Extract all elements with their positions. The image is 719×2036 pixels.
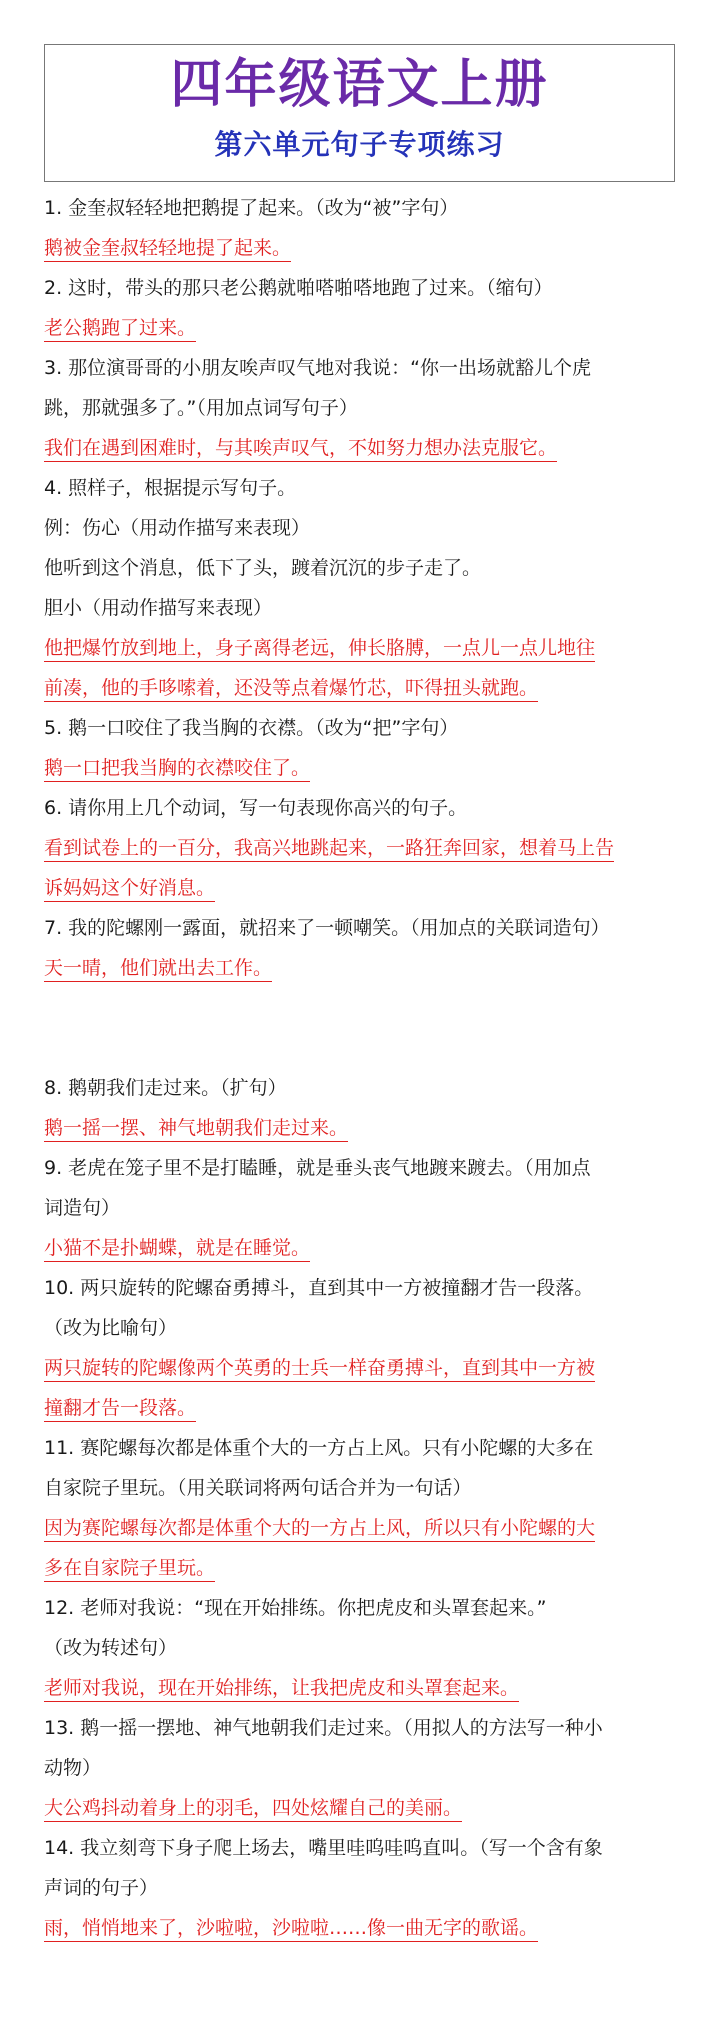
question-11-cont: 自家院子里玩。（用关联词将两句话合并为一句话） xyxy=(44,1477,472,1499)
question-4: 4. 照样子，根据提示写句子。 xyxy=(44,477,297,499)
answer-10-cont: 撞翻才告一段落。 xyxy=(44,1388,684,1428)
question-1: 1. 金奎叔轻轻地把鹅提了起来。（改为“被”字句） xyxy=(44,197,459,219)
answer-9: 小猫不是扑蝴蝶，就是在睡觉。 xyxy=(44,1228,684,1268)
question-4-example-sentence: 他听到这个消息，低下了头，踱着沉沉的步子走了。 xyxy=(44,557,482,579)
question-9-cont: 词造句） xyxy=(44,1197,121,1219)
page-title: 四年级语文上册 xyxy=(170,54,549,115)
question-3: 3. 那位演哥哥的小朋友唉声叹气地对我说：“你一出场就豁儿个虎 xyxy=(44,357,592,379)
title-box xyxy=(44,44,675,182)
answer-6-cont: 诉妈妈这个好消息。 xyxy=(44,868,684,908)
question-4-prompt: 胆小（用动作描写来表现） xyxy=(44,597,273,619)
question-9: 9. 老虎在笼子里不是打瞌睡，就是垂头丧气地踱来踱去。（用加点 xyxy=(44,1157,591,1179)
question-13: 13. 鹅一摇一摆地、神气地朝我们走过来。（用拟人的方法写一种小 xyxy=(44,1717,603,1739)
answer-7: 天一晴，他们就出去工作。 xyxy=(44,948,684,988)
question-13-cont: 动物） xyxy=(44,1757,102,1779)
question-14-cont: 声词的句子） xyxy=(44,1877,159,1899)
question-12: 12. 老师对我说：“现在开始排练。你把虎皮和头罩套起来。” xyxy=(44,1597,547,1619)
answer-11: 因为赛陀螺每次都是体重个大的一方占上风，所以只有小陀螺的大 xyxy=(44,1508,684,1548)
question-3-cont: 跳，那就强多了。”（用加点词写句子） xyxy=(44,397,358,419)
answer-14: 雨，悄悄地来了，沙啦啦，沙啦啦……像一曲无字的歌谣。 xyxy=(44,1908,684,1948)
question-8: 8. 鹅朝我们走过来。（扩句） xyxy=(44,1077,287,1099)
question-11: 11. 赛陀螺每次都是体重个大的一方占上风。只有小陀螺的大多在 xyxy=(44,1437,594,1459)
question-2: 2. 这时，带头的那只老公鹅就啪嗒啪嗒地跑了过来。（缩句） xyxy=(44,277,553,299)
answer-2: 老公鹅跑了过来。 xyxy=(44,308,684,348)
question-10-cont: （改为比喻句） xyxy=(44,1317,178,1339)
answer-12: 老师对我说，现在开始排练，让我把虎皮和头罩套起来。 xyxy=(44,1668,684,1708)
blank-gap xyxy=(44,988,684,1068)
answer-11-cont: 多在自家院子里玩。 xyxy=(44,1548,684,1588)
question-12-cont: （改为转述句） xyxy=(44,1637,178,1659)
answer-6: 看到试卷上的一百分，我高兴地跳起来，一路狂奔回家，想着马上告 xyxy=(44,828,684,868)
answer-13: 大公鸡抖动着身上的羽毛，四处炫耀自己的美丽。 xyxy=(44,1788,684,1828)
answer-10: 两只旋转的陀螺像两个英勇的士兵一样奋勇搏斗，直到其中一方被 xyxy=(44,1348,684,1388)
question-10: 10. 两只旋转的陀螺奋勇搏斗，直到其中一方被撞翻才告一段落。 xyxy=(44,1277,594,1299)
question-14: 14. 我立刻弯下身子爬上场去，嘴里哇呜哇呜直叫。（写一个含有象 xyxy=(44,1837,603,1859)
question-5: 5. 鹅一口咬住了我当胸的衣襟。（改为“把”字句） xyxy=(44,717,459,739)
answer-8: 鹅一摇一摆、神气地朝我们走过来。 xyxy=(44,1108,684,1148)
question-6: 6. 请你用上几个动词，写一句表现你高兴的句子。 xyxy=(44,797,468,819)
question-4-example: 例：伤心（用动作描写来表现） xyxy=(44,517,311,539)
exercise-list xyxy=(44,188,684,1948)
page-subtitle: 第六单元句子专项练习 xyxy=(214,128,505,161)
answer-4-cont: 前凑，他的手哆嗦着，还没等点着爆竹芯，吓得扭头就跑。 xyxy=(44,668,684,708)
answer-4: 他把爆竹放到地上，身子离得老远，伸长胳膊，一点儿一点儿地往 xyxy=(44,628,684,668)
answer-3: 我们在遇到困难时，与其唉声叹气，不如努力想办法克服它。 xyxy=(44,428,684,468)
question-7: 7. 我的陀螺刚一露面，就招来了一顿嘲笑。（用加点的关联词造句） xyxy=(44,917,610,939)
answer-5: 鹅一口把我当胸的衣襟咬住了。 xyxy=(44,748,684,788)
answer-1: 鹅被金奎叔轻轻地提了起来。 xyxy=(44,228,684,268)
